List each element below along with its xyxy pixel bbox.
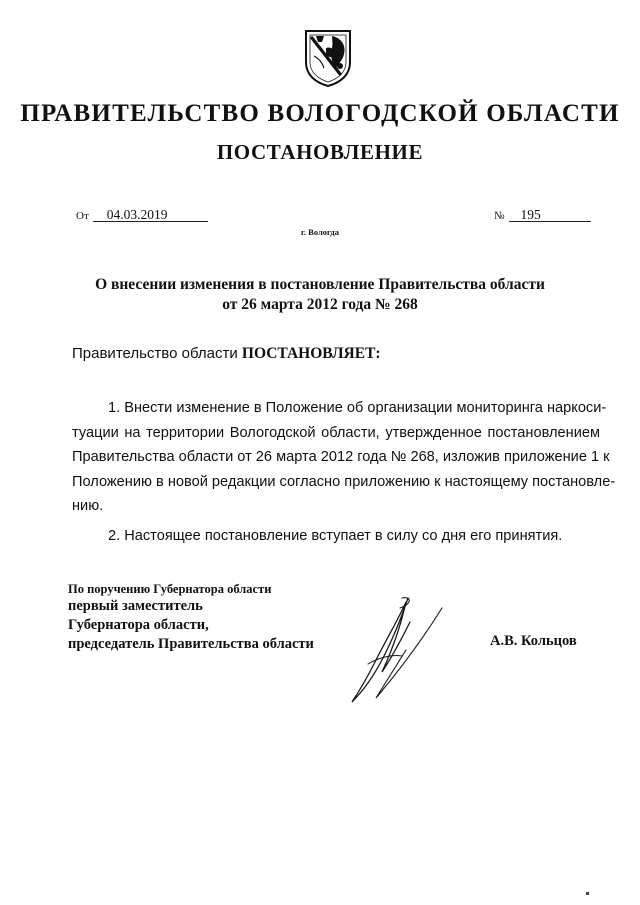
document-body xyxy=(72,396,616,548)
signatory-block xyxy=(68,581,314,654)
preamble xyxy=(72,345,381,363)
date-prefix: От xyxy=(76,210,89,222)
paragraph-1-line: нию. xyxy=(72,498,104,514)
document-subject xyxy=(60,275,580,315)
paragraph-1-line: туации на территории Вологодской области, утвержденное постановлением xyxy=(72,424,600,441)
subject-line-1: О внесении изменения в постановление Правительства области xyxy=(95,276,545,293)
document-date-row xyxy=(76,207,208,223)
signer-name: А.В. Кольцов xyxy=(490,633,577,649)
document-type: ПОСТАНОВЛЕНИЕ xyxy=(216,140,424,164)
preamble-emphasis: ПОСТАНОВЛЯЕТ: xyxy=(241,345,381,362)
paragraph-2: 2. Настоящее постановление вступает в силу со дня его принятия. xyxy=(108,527,563,544)
handwritten-signature xyxy=(338,590,448,710)
document-date: 04.03.2019 xyxy=(93,208,208,222)
subject-line-2: от 26 марта 2012 года № 268 xyxy=(222,296,418,313)
paragraph-1-line: 1. Внести изменение в Положение об организации мониторинга наркоси- xyxy=(108,400,607,416)
paragraph-1-line: Правительства области от 26 марта 2012 года № 268, изложив приложение 1 к xyxy=(72,449,610,465)
number-prefix: № xyxy=(494,210,505,222)
signatory-line-2: первый заместитель xyxy=(68,598,203,614)
city-label: г. Вологда xyxy=(301,227,339,237)
preamble-text: Правительство области xyxy=(72,345,242,362)
signatory-line-3: Губернатора области, xyxy=(68,617,209,633)
document-number-row xyxy=(494,207,591,223)
paragraph-1-line: Положению в новой редакции согласно приложению к настоящему постановле- xyxy=(72,473,616,490)
document-number: 195 xyxy=(509,208,591,222)
scan-dot xyxy=(586,892,589,895)
signatory-line-4: председатель Правительства области xyxy=(68,636,314,652)
coat-of-arms-emblem xyxy=(302,28,354,88)
organization-title: ПРАВИТЕЛЬСТВО ВОЛОГОДСКОЙ ОБЛАСТИ xyxy=(20,100,620,127)
signatory-line-1: По поручению Губернатора области xyxy=(68,582,272,596)
